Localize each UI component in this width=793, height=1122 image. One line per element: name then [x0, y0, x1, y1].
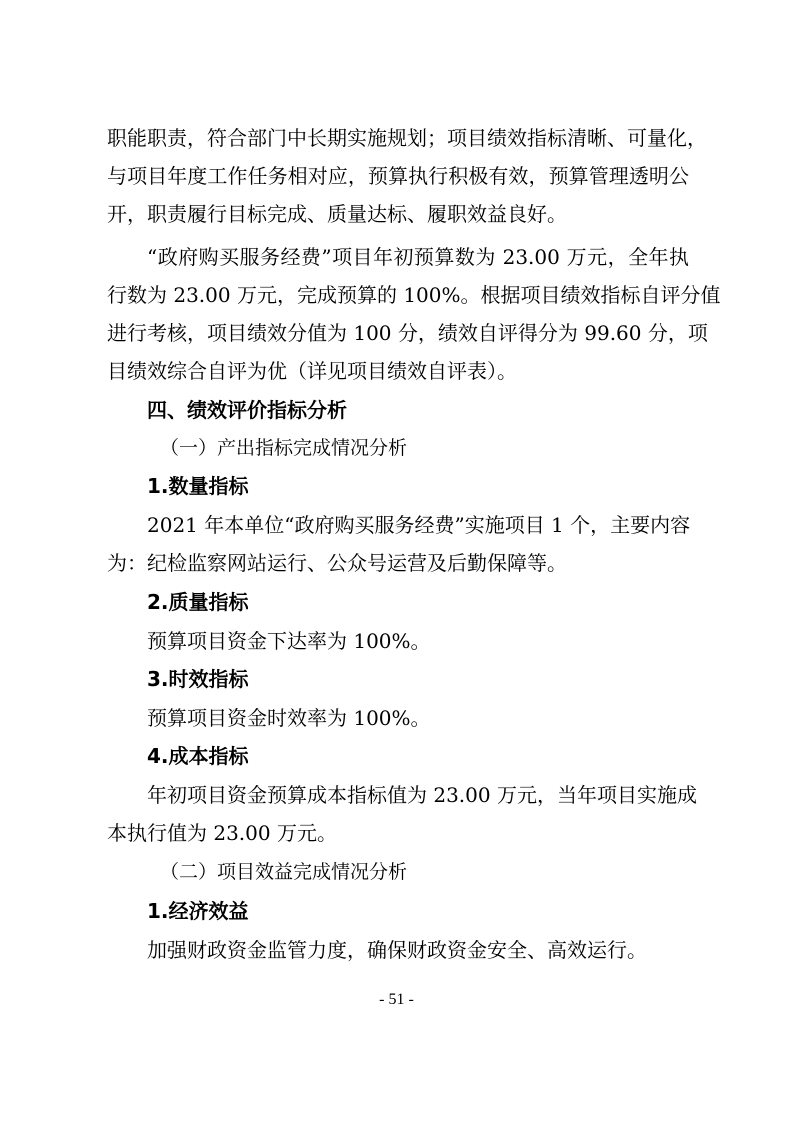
item-heading-cost: 4.成本指标 — [147, 744, 249, 768]
section-heading: 四、绩效评价指标分析 — [147, 398, 347, 422]
item-heading-quality: 2.质量指标 — [147, 590, 249, 614]
paragraph-text-line: 预算项目资金时效率为 100%。 — [147, 706, 431, 730]
paragraph-text-line: 加强财政资金监管力度，确保财政资金安全、高效运行。 — [147, 938, 647, 962]
item-heading-timeliness: 3.时效指标 — [147, 667, 249, 691]
paragraph-text-line: 年初项目资金预算成本指标值为 23.00 万元，当年项目实施成 — [147, 783, 697, 807]
paragraph-text-line: 2021 年本单位“政府购买服务经费”实施项目 1 个，主要内容 — [147, 513, 691, 537]
paragraph-text-line: 目绩效综合自评为优（详见项目绩效自评表）。 — [107, 359, 517, 383]
subsection-heading: （二）项目效益完成情况分析 — [160, 861, 408, 883]
paragraph-text-line: 开，职责履行目标完成、质量达标、履职效益良好。 — [107, 202, 567, 226]
paragraph-text-line: 进行考核，项目绩效分值为 100 分，绩效自评得分为 99.60 分，项 — [107, 321, 708, 345]
paragraph-text-line: 本执行值为 23.00 万元。 — [107, 821, 337, 845]
page-number: - 51 - — [379, 991, 414, 1008]
paragraph-text-line: “政府购买服务经费”项目年初预算数为 23.00 万元，全年执 — [147, 245, 689, 269]
paragraph-text-line: 行数为 23.00 万元，完成预算的 100%。根据项目绩效指标自评分值 — [107, 283, 721, 307]
paragraph-text-line: 为：纪检监察网站运行、公众号运营及后勤保障等。 — [107, 551, 567, 575]
subsection-heading: （一）产出指标完成情况分析 — [160, 437, 408, 459]
paragraph-text-line: 职能职责，符合部门中长期实施规划；项目绩效指标清晰、可量化， — [107, 126, 707, 150]
item-heading-quantity: 1.数量指标 — [147, 474, 249, 498]
item-heading-economic: 1.经济效益 — [147, 899, 249, 923]
paragraph-text-line: 预算项目资金下达率为 100%。 — [147, 629, 431, 653]
paragraph-text-line: 与项目年度工作任务相对应，预算执行积极有效，预算管理透明公 — [107, 164, 689, 188]
